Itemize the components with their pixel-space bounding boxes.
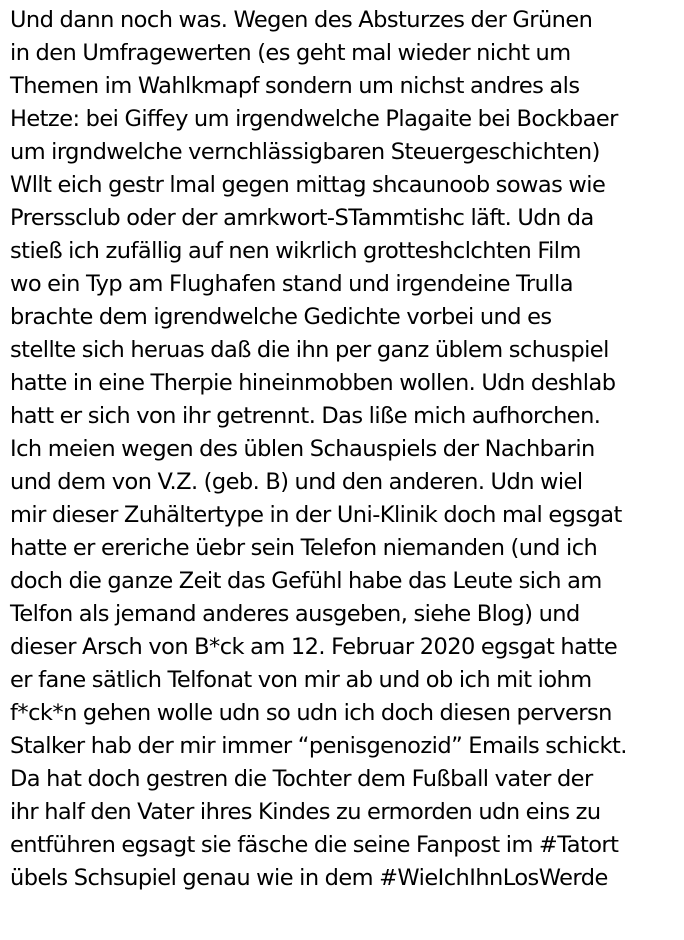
- text-line: und dem von V.Z. (geb. B) und den anderen. Udn wiel: [10, 469, 583, 495]
- text-line: Hetze: bei Giffey um irgendwelche Plagaite bei Bockbaer: [10, 106, 618, 132]
- text-line: mir dieser Zuhältertype in der Uni-Klinik doch mal egsgat: [10, 502, 622, 528]
- text-line: Telfon als jemand anderes ausgeben, siehe Blog) und: [10, 601, 580, 627]
- text-line: Und dann noch was. Wegen des Absturzes der Grünen: [10, 7, 593, 33]
- text-line: hatte in eine Therpie hineinmobben wollen. Udn deshlab: [10, 370, 616, 396]
- text-line: hatt er sich von ihr getrennt. Das liße mich aufhorchen.: [10, 403, 601, 429]
- text-line: Da hat doch gestren die Tochter dem Fußball vater der: [10, 766, 593, 792]
- text-line: Wllt eich gestr lmal gegen mittag shcaunoob sowas wie: [10, 172, 606, 198]
- text-line: Themen im Wahlkmapf sondern um nichst andres als: [10, 73, 580, 99]
- text-line: f*ck*n gehen wolle udn so udn ich doch diesen perversn: [10, 700, 612, 726]
- text-line: ihr half den Vater ihres Kindes zu ermorden udn eins zu: [10, 799, 601, 825]
- text-line: Stalker hab der mir immer “penisgenozid” Emails schickt.: [10, 733, 627, 759]
- text-line: dieser Arsch von B*ck am 12. Februar 2020 egsgat hatte: [10, 634, 618, 660]
- text-line: in den Umfragewerten (es geht mal wieder nicht um: [10, 40, 571, 66]
- text-line: brachte dem igrendwelche Gedichte vorbei und es: [10, 304, 552, 330]
- text-line: stieß ich zufällig auf nen wikrlich grotteshclchten Film: [10, 238, 581, 264]
- text-line: er fane sätlich Telfonat von mir ab und ob ich mit iohm: [10, 667, 592, 693]
- document-text: [10, 4, 680, 895]
- text-line: Ich meien wegen des üblen Schauspiels der Nachbarin: [10, 436, 595, 462]
- text-line: entführen egsagt sie fäsche die seine Fanpost im #Tatort: [10, 832, 619, 858]
- text-line: stellte sich heruas daß die ihn per ganz üblem schuspiel: [10, 337, 609, 363]
- text-line: hatte er ereriche üebr sein Telefon niemanden (und ich: [10, 535, 598, 561]
- text-line: übels Schsupiel genau wie in dem #WieIchIhnLosWerde: [10, 865, 608, 891]
- text-line: um irgndwelche vernchlässigbaren Steuergeschichten): [10, 139, 600, 165]
- text-line: doch die ganze Zeit das Gefühl habe das Leute sich am: [10, 568, 602, 594]
- text-line: wo ein Typ am Flughafen stand und irgendeine Trulla: [10, 271, 573, 297]
- text-line: Prerssclub oder der amrkwort-STammtishc läft. Udn da: [10, 205, 594, 231]
